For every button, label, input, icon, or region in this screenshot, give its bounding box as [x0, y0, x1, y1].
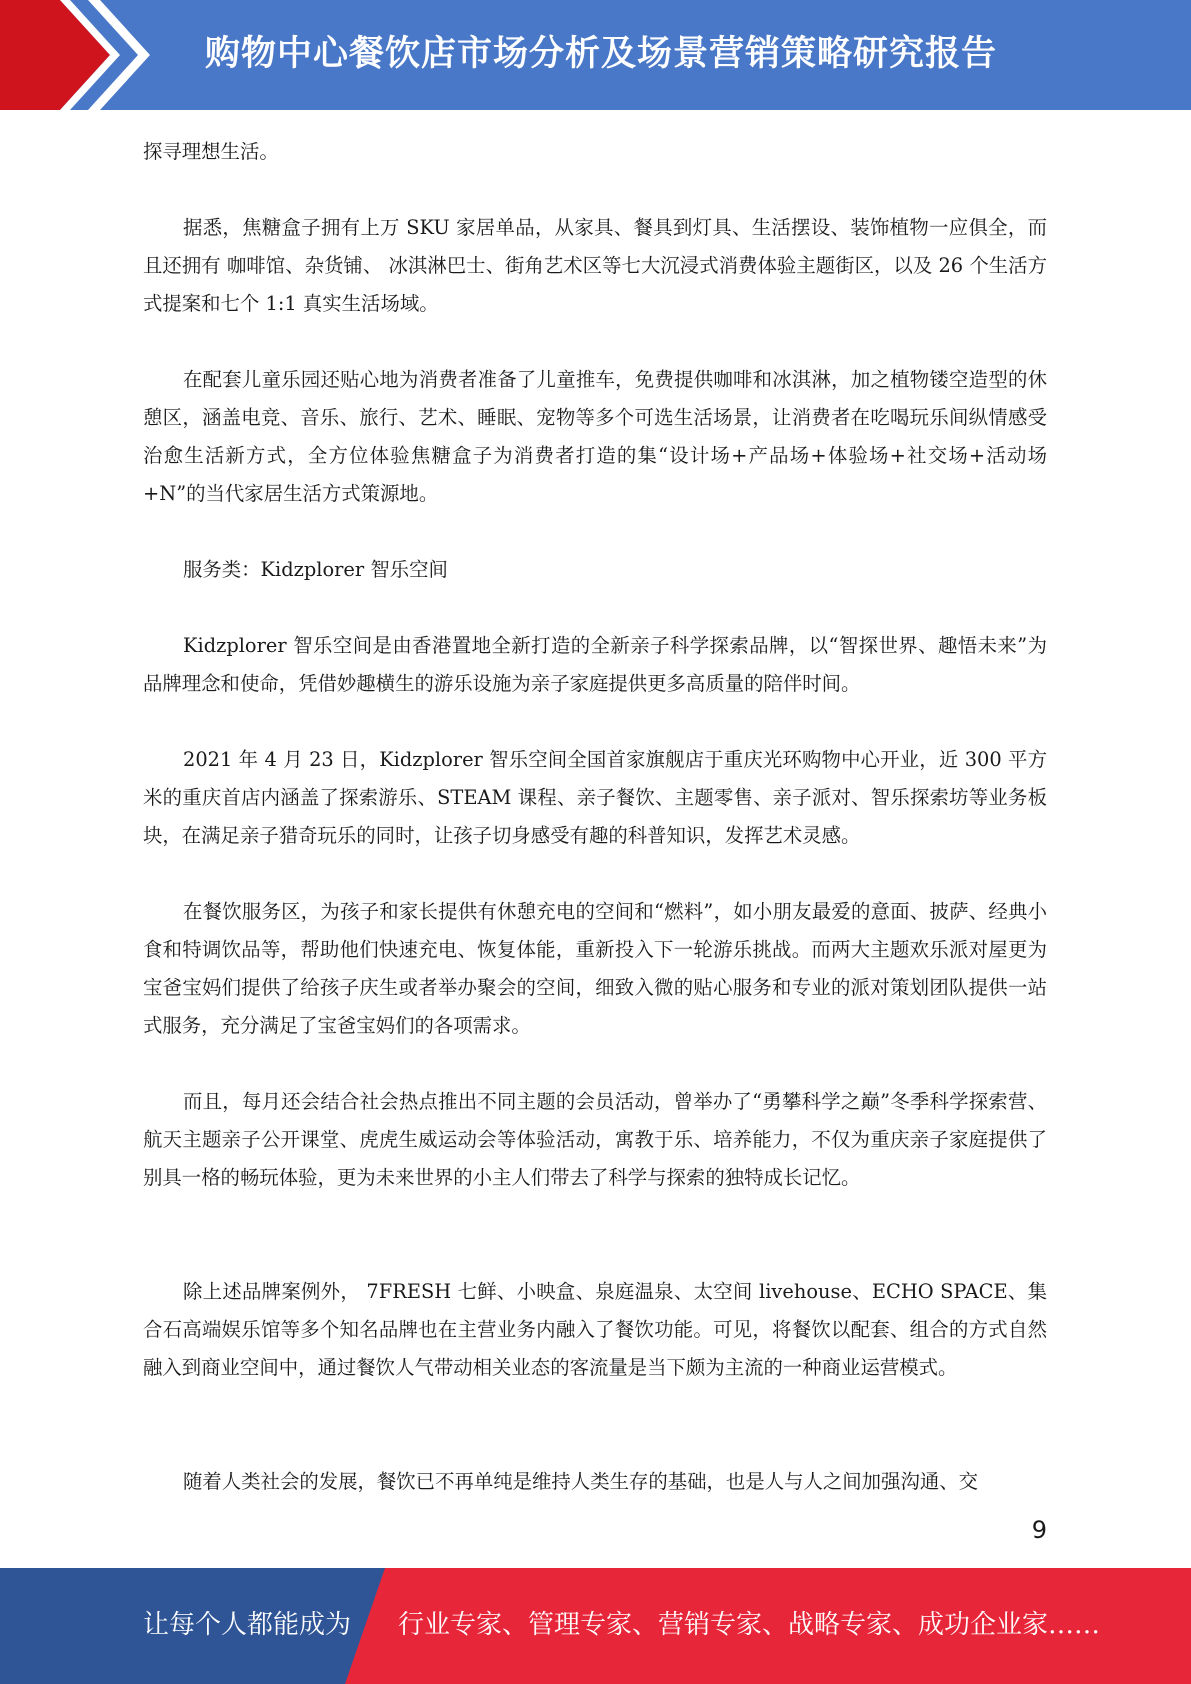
paragraph: Kidzplorer 智乐空间是由香港置地全新打造的全新亲子科学探索品牌，以“智探世界、趣悟未来”为品牌理念和使命，凭借妙趣横生的游乐设施为亲子家庭提供更多高质量的陪伴时间。 [143, 634, 1047, 695]
document-title: 购物中心餐饮店市场分析及场景营销策略研究报告 [205, 34, 998, 74]
paragraph: 在配套儿童乐园还贴心地为消费者准备了儿童推车，免费提供咖啡和冰淇淋，加之植物镂空造型的休憩区，涵盖电竞、音乐、旅行、艺术、睡眠、宠物等多个可选生活场景，让消费者在吃喝玩乐间纵情感受治愈生活新方式，全方位体验焦糖盒子为消费者打造的集“设计场+产品场+体验场+社交场+活动场+N”的当代家居生活方式策源地。 [143, 368, 1047, 505]
footer-slogan-left: 让每个人都能成为 [143, 1610, 352, 1640]
paragraph: 除上述品牌案例外， 7FRESH 七鲜、小映盒、泉庭温泉、太空间 livehouse、ECHO SPACE、集合石高端娱乐馆等多个知名品牌也在主营业务内融入了餐饮功能。可见，将餐饮以配套、组合的方式自然融入到商业空间中，通过餐饮人气带动相关业态的客流量是当下颇为主流的一种商业运营模式。 [143, 1280, 1047, 1379]
section-heading: 服务类：Kidzplorer 智乐空间 [183, 558, 448, 581]
paragraph: 2021 年 4 月 23 日，Kidzplorer 智乐空间全国首家旗舰店于重庆光环购物中心开业，近 300 平方米的重庆首店内涵盖了探索游乐、STEAM 课程、亲子餐饮、主题零售、亲子派对、智乐探索坊等业务板块，在满足亲子猎奇玩乐的同时，让孩子切身感受有趣的科普知识，发挥艺术灵感。 [143, 748, 1047, 847]
paragraph: 随着人类社会的发展，餐饮已不再单纯是维持人类生存的基础，也是人与人之间加强沟通、交 [183, 1470, 979, 1493]
page-number: 9 [1031, 1516, 1047, 1544]
paragraph: 探寻理想生活。 [143, 140, 279, 163]
page-footer [0, 1568, 1191, 1684]
paragraph: 而且，每月还会结合社会热点推出不同主题的会员活动，曾举办了“勇攀科学之巅”冬季科学探索营、航天主题亲子公开课堂、虎虎生威运动会等体验活动，寓教于乐、培养能力，不仅为重庆亲子家庭提供了别具一格的畅玩体验，更为未来世界的小主人们带去了科学与探索的独特成长记忆。 [143, 1090, 1047, 1189]
footer-slogan-right: 行业专家、管理专家、营销专家、战略专家、成功企业家…… [398, 1610, 1101, 1640]
header-arrow-icon [0, 0, 160, 110]
paragraph: 在餐饮服务区，为孩子和家长提供有休憩充电的空间和“燃料”，如小朋友最爱的意面、披萨、经典小食和特调饮品等，帮助他们快速充电、恢复体能，重新投入下一轮游乐挑战。而两大主题欢乐派对屋更为宝爸宝妈们提供了给孩子庆生或者举办聚会的空间，细致入微的贴心服务和专业的派对策划团队提供一站式服务，充分满足了宝爸宝妈们的各项需求。 [143, 900, 1047, 1037]
paragraph: 据悉，焦糖盒子拥有上万 SKU 家居单品，从家具、餐具到灯具、生活摆设、装饰植物一应俱全，而且还拥有 咖啡馆、杂货铺、 冰淇淋巴士、街角艺术区等七大沉浸式消费体验主题街区，以及 26 个生活方式提案和七个 1:1 真实生活场域。 [143, 216, 1047, 315]
page-header [0, 0, 1191, 110]
